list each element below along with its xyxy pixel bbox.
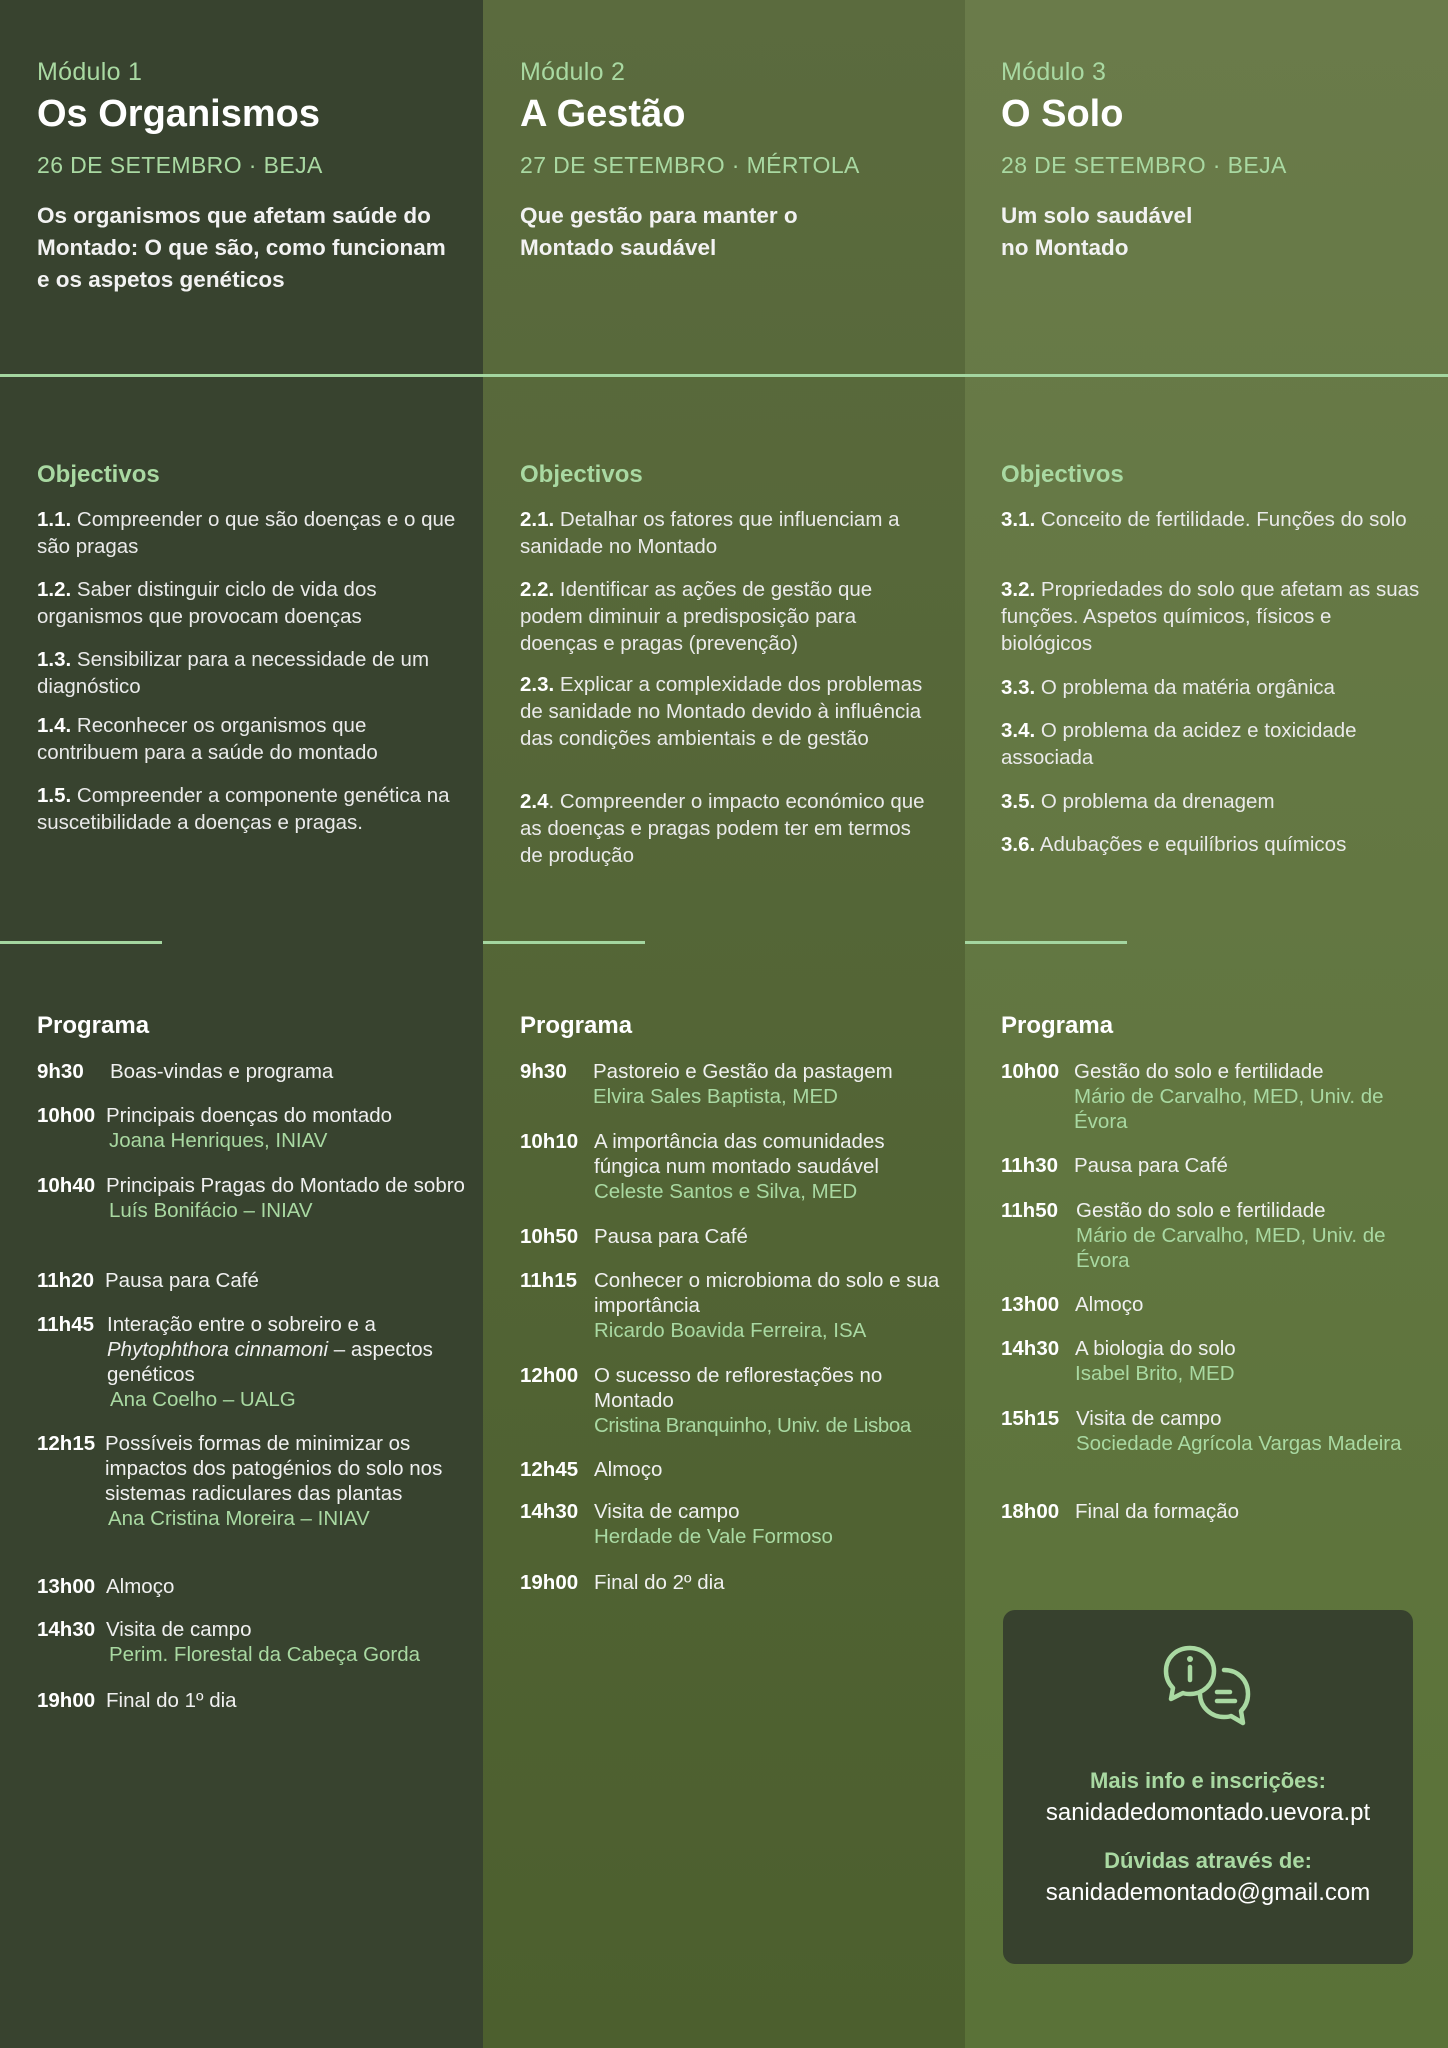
program-time: 19h00 xyxy=(37,1689,96,1712)
program-text: Pastoreio e Gestão da pastagem xyxy=(593,1060,893,1083)
objective-item: 1.3. Sensibilizar para a necessidade de um diagnóstico xyxy=(37,648,430,698)
program-text: Almoço xyxy=(1075,1293,1144,1316)
program-text: Pausa para Café xyxy=(1074,1154,1228,1177)
program-item xyxy=(1001,1153,1430,1178)
objective-item: 3.3. O problema da matéria orgânica xyxy=(1001,676,1335,699)
program-item xyxy=(1001,1059,1430,1134)
objectives-title: Objectivos xyxy=(1001,461,1124,488)
program-item xyxy=(1001,1406,1430,1456)
program-time: 15h15 xyxy=(1001,1407,1060,1430)
objective-item: 3.6. Adubações e equilíbrios químicos xyxy=(1001,833,1347,856)
program-text: O sucesso de reflorestações no Montado xyxy=(594,1364,883,1412)
program-time: 12h45 xyxy=(520,1458,579,1481)
info-label-questions: Dúvidas através de: xyxy=(1104,1848,1312,1873)
program-item xyxy=(520,1457,947,1482)
program-time: 11h50 xyxy=(1001,1199,1058,1222)
program-time: 9h30 xyxy=(37,1060,84,1083)
program-time: 9h30 xyxy=(520,1060,567,1083)
program-time: 10h40 xyxy=(37,1174,96,1197)
objective-item: 1.4. Reconhecer os organismos que contribuem para a saúde do montado xyxy=(37,714,378,764)
program-text: Conhecer o microbioma do solo e sua importância xyxy=(594,1269,940,1317)
program-text: Visita de campo xyxy=(106,1618,252,1641)
module-label: Módulo 3 xyxy=(1001,58,1107,86)
program-title: Programa xyxy=(1001,1012,1114,1039)
module-2 xyxy=(483,0,965,2048)
objectives-title: Objectivos xyxy=(37,461,160,488)
program-item xyxy=(520,1363,947,1438)
program-item xyxy=(1001,1499,1430,1524)
program-title: Programa xyxy=(520,1012,633,1039)
program-time: 11h20 xyxy=(37,1269,94,1292)
program-time: 12h15 xyxy=(37,1432,96,1455)
objective-item: 3.1. Conceito de fertilidade. Funções do solo xyxy=(1001,508,1407,531)
module-label: Módulo 2 xyxy=(520,58,626,86)
program-item xyxy=(37,1688,465,1713)
program-item xyxy=(520,1499,947,1549)
objectives-title: Objectivos xyxy=(520,461,643,488)
objective-item: 1.2. Saber distinguir ciclo de vida dos organismos que provocam doenças xyxy=(37,578,377,628)
program-item xyxy=(37,1574,465,1599)
program-text: Pausa para Café xyxy=(594,1225,748,1248)
program-speaker: Elvira Sales Baptista, MED xyxy=(593,1085,838,1108)
module-title: Os Organismos xyxy=(37,93,320,135)
program-text: Final do 1º dia xyxy=(106,1689,237,1712)
program-speaker: Joana Henriques, INIAV xyxy=(109,1129,328,1152)
objective-item: 2.4. Compreender o impacto económico que as doenças e pragas podem ter em termos de produção xyxy=(520,790,925,867)
module-title: A Gestão xyxy=(520,93,686,135)
program-text: Pausa para Café xyxy=(105,1269,259,1292)
program-time: 13h00 xyxy=(1001,1293,1060,1316)
program-time: 19h00 xyxy=(520,1571,579,1594)
program-text: Gestão do solo e fertilidade xyxy=(1076,1199,1326,1222)
module-date: 26 DE SETEMBRO · BEJA xyxy=(37,152,323,178)
program-time: 11h30 xyxy=(1001,1154,1058,1177)
program-item xyxy=(520,1268,947,1343)
module-date: 28 DE SETEMBRO · BEJA xyxy=(1001,152,1287,178)
program-speaker: Cristina Branquinho, Univ. de Lisboa xyxy=(594,1414,911,1437)
objective-item: 3.2. Propriedades do solo que afetam as suas funções. Aspetos químicos, físicos e biológicos xyxy=(1001,578,1420,655)
program-text: Gestão do solo e fertilidade xyxy=(1074,1060,1324,1083)
program-item xyxy=(37,1059,465,1084)
program-item xyxy=(37,1431,465,1531)
program-time: 13h00 xyxy=(37,1575,96,1598)
program-time: 10h00 xyxy=(37,1104,96,1127)
module-description: Que gestão para manter o Montado saudável xyxy=(520,203,798,260)
program-text: A importância das comunidades fúngica num montado saudável xyxy=(594,1130,885,1178)
program-item xyxy=(1001,1198,1430,1273)
program-text: Principais doenças do montado xyxy=(106,1104,393,1127)
program-title: Programa xyxy=(37,1012,150,1039)
program-speaker: Ana Coelho – UALG xyxy=(110,1388,296,1411)
program-text: Final da formação xyxy=(1075,1500,1240,1523)
program-item xyxy=(520,1059,947,1109)
program-item xyxy=(1001,1336,1430,1386)
info-label-signup: Mais info e inscrições: xyxy=(1090,1768,1326,1793)
program-item xyxy=(520,1129,947,1204)
program-text: Principais Pragas do Montado de sobro xyxy=(106,1174,465,1197)
program-speaker: Isabel Brito, MED xyxy=(1075,1362,1235,1385)
program-time: 14h30 xyxy=(520,1500,579,1523)
program-speaker: Mário de Carvalho, MED, Univ. de Évora xyxy=(1074,1085,1384,1133)
program-text: Possíveis formas de minimizar os impactos dos patogénios do solo nos sistemas radiculares das plantas xyxy=(105,1432,443,1505)
program-item xyxy=(37,1103,465,1153)
program-speaker: Ricardo Boavida Ferreira, ISA xyxy=(594,1319,867,1342)
program-speaker: Herdade de Vale Formoso xyxy=(594,1525,833,1548)
program-text: A biologia do solo xyxy=(1075,1337,1236,1360)
program-time: 10h10 xyxy=(520,1130,579,1153)
program-speaker: Perim. Florestal da Cabeça Gorda xyxy=(109,1643,421,1666)
program-text: Interação entre o sobreiro e a Phytophthora cinnamoni – aspectos genéticos xyxy=(107,1313,433,1386)
objective-item: 3.5. O problema da drenagem xyxy=(1001,790,1275,813)
program-speaker: Ana Cristina Moreira – INIAV xyxy=(108,1507,370,1530)
program-speaker: Mário de Carvalho, MED, Univ. de Évora xyxy=(1076,1224,1386,1272)
program-item xyxy=(37,1617,465,1667)
program-speaker: Luís Bonifácio – INIAV xyxy=(109,1199,313,1222)
program-text: Visita de campo xyxy=(594,1500,740,1523)
module-label: Módulo 1 xyxy=(37,58,143,86)
program-time: 11h45 xyxy=(37,1313,94,1336)
program-item xyxy=(37,1268,465,1293)
objective-item: 3.4. O problema da acidez e toxicidade associada xyxy=(1001,719,1357,769)
program-time: 14h30 xyxy=(1001,1337,1060,1360)
program-text: Visita de campo xyxy=(1076,1407,1222,1430)
objective-item: 2.1. Detalhar os fatores que influenciam a sanidade no Montado xyxy=(520,508,900,558)
program-text: Boas-vindas e programa xyxy=(110,1060,334,1083)
program-speaker: Celeste Santos e Silva, MED xyxy=(594,1180,858,1203)
program-item xyxy=(520,1224,947,1249)
objective-item: 1.5. Compreender a componente genética na suscetibilidade a doenças e pragas. xyxy=(37,784,450,834)
program-text: Final do 2º dia xyxy=(594,1571,725,1594)
objective-item: 2.3. Explicar a complexidade dos problemas de sanidade no Montado devido à influência das condições ambientais e de gestão xyxy=(520,673,923,750)
program-time: 12h00 xyxy=(520,1364,579,1387)
program-item xyxy=(1001,1292,1430,1317)
program-time: 10h00 xyxy=(1001,1060,1060,1083)
program-time: 14h30 xyxy=(37,1618,96,1641)
program-item xyxy=(37,1173,465,1223)
module-date: 27 DE SETEMBRO · MÉRTOLA xyxy=(520,152,860,178)
program-text: Almoço xyxy=(594,1458,663,1481)
program-item xyxy=(520,1570,947,1595)
program-text: Almoço xyxy=(106,1575,175,1598)
module-1 xyxy=(0,0,483,2048)
info-email-link[interactable]: sanidademontado@gmail.com xyxy=(1045,1879,1371,1906)
program-speaker: Sociedade Agrícola Vargas Madeira xyxy=(1076,1432,1402,1455)
module-title: O Solo xyxy=(1001,93,1124,135)
program-time: 18h00 xyxy=(1001,1500,1060,1523)
objective-item: 2.2. Identificar as ações de gestão que podem diminuir a predisposição para doenças e pragas (prevenção) xyxy=(520,578,873,655)
program-item xyxy=(37,1312,465,1412)
program-time: 11h15 xyxy=(520,1269,577,1292)
module-description: Os organismos que afetam saúde do Montado: O que são, como funcionam e os aspetos genéticos xyxy=(37,203,446,292)
objective-item: 1.1. Compreender o que são doenças e o que são pragas xyxy=(37,508,456,558)
info-chat-icon xyxy=(1162,1644,1254,1734)
info-website-link[interactable]: sanidadedomontado.uevora.pt xyxy=(1045,1799,1371,1826)
module-description: Um solo saudável no Montado xyxy=(1001,203,1193,260)
program-time: 10h50 xyxy=(520,1225,579,1248)
info-box xyxy=(1003,1610,1413,1964)
